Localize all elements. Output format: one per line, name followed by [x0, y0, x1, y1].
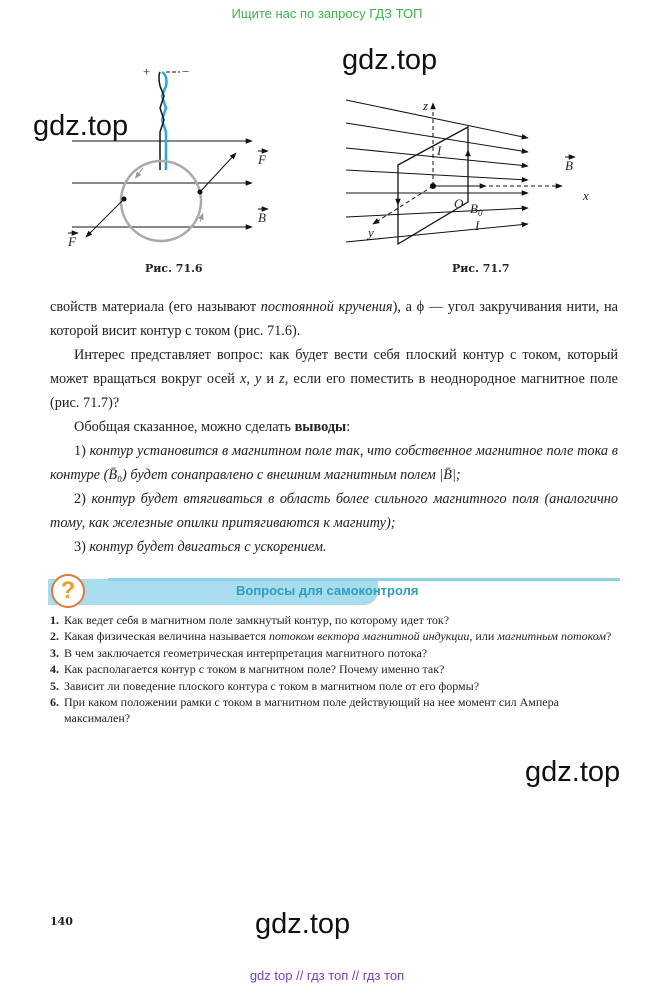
text: Обобщая сказанное, можно сделать	[74, 419, 295, 435]
list-item	[50, 678, 620, 694]
term: потоком вектора магнитной индукции	[269, 629, 470, 644]
paragraph: Обобщая сказанное, можно сделать выводы:	[74, 419, 351, 435]
y-axis-label: y	[368, 225, 374, 240]
figure-caption: Рис. 71.7	[452, 262, 510, 275]
paragraph	[50, 295, 618, 343]
current-label: I	[437, 143, 442, 158]
questions-list	[50, 612, 620, 727]
conclusion-1	[50, 439, 618, 487]
figure-71-6	[67, 64, 268, 275]
footer-links[interactable]: gdz top // гдз топ // гдз топ	[249, 968, 405, 983]
var: z	[279, 371, 285, 387]
var: x	[240, 371, 247, 387]
text: и	[261, 371, 280, 387]
text: контур будет двигаться с ускорением.	[89, 539, 327, 555]
text: контур установится в магнитном поле так, что собственное магнитное поле тока в контуре (B̄₀) будет сонаправлено с внешним магнитным полем |B̄|;	[50, 443, 618, 483]
paragraph	[50, 343, 618, 415]
section-title: Вопросы для самоконтроля	[236, 583, 419, 598]
num: 6.	[50, 695, 59, 710]
list-item	[50, 694, 620, 727]
figure-caption: Рис. 71.6	[145, 262, 203, 275]
num: 4.	[50, 662, 59, 677]
text: Какая физическая величина называется	[64, 629, 269, 644]
questions-header	[48, 575, 620, 607]
text: ), а ϕ — угол закручивания нити, на которой висит контур с током (рис. 71.6).	[50, 299, 618, 339]
term: постоянной кручения	[260, 299, 393, 315]
force-label: F	[68, 234, 76, 249]
x-axis-label: x	[583, 188, 589, 203]
term: магнитным потоком	[497, 629, 606, 644]
force-label: F	[258, 152, 266, 167]
watermark: gdz.top	[33, 110, 129, 142]
watermark: gdz.top	[525, 756, 621, 788]
origin-label: O	[454, 196, 464, 211]
var: y	[255, 371, 262, 387]
text: В чем заключается геометрическая интерпретация магнитного потока?	[64, 645, 428, 660]
body-text	[50, 295, 618, 559]
num: 2)	[74, 491, 92, 507]
minus-label: −	[182, 64, 190, 79]
text: Интерес представляет вопрос: как будет вести себя плоский контур с током, который может вращаться вокруг осей	[50, 347, 618, 387]
top-banner: Ищите нас по запросу ГДЗ ТОП	[231, 6, 423, 21]
field-label: B	[565, 158, 573, 173]
figures	[0, 0, 654, 290]
text: , если его поместить в неоднородное магнитное поле (рис. 71.7)?	[50, 371, 618, 411]
header-rule	[108, 578, 620, 581]
text: ,	[246, 371, 256, 387]
num: 3.	[50, 645, 59, 660]
field-label: B	[258, 210, 266, 225]
text: При каком положении рамки с током в магнитном поле действующий на нее момент сил Ампера максимален?	[64, 695, 559, 726]
text: контур будет втягиваться в область более сильного магнитного поля (аналогично тому, как железные опилки притягиваются к магниту);	[50, 491, 619, 531]
z-axis-label: z	[423, 98, 429, 113]
text: свойств материала (его называют	[50, 299, 261, 315]
text: Как ведет себя в магнитном поле замкнутый контур, по которому идет ток?	[64, 613, 450, 627]
b0-label: $B_0$	[470, 201, 483, 218]
page-number: 140	[50, 915, 73, 928]
current-label: I	[475, 218, 480, 233]
figure-71-7	[346, 98, 589, 275]
text: ?	[605, 629, 612, 644]
text: , или	[469, 629, 498, 644]
num: 1.	[50, 613, 59, 627]
num: 2.	[50, 629, 59, 644]
conclusion-3	[50, 535, 618, 559]
question-mark-icon: ?	[51, 574, 85, 608]
plus-label: +	[143, 64, 151, 79]
num: 1)	[74, 443, 90, 459]
list-item	[50, 612, 620, 628]
watermark: gdz.top	[255, 908, 351, 940]
conclusion-2	[50, 487, 618, 535]
text: Как располагается контур с током в магнитном поле? Почему именно так?	[64, 662, 445, 677]
list-item	[50, 645, 620, 661]
num: 3)	[74, 539, 90, 555]
list-item	[50, 661, 620, 677]
text: Зависит ли поведение плоского контура с током в магнитном поле от его формы?	[64, 678, 480, 693]
watermark: gdz.top	[342, 44, 438, 76]
num: 5.	[50, 678, 59, 693]
list-item	[50, 628, 620, 644]
bold-term: выводы	[294, 419, 347, 435]
